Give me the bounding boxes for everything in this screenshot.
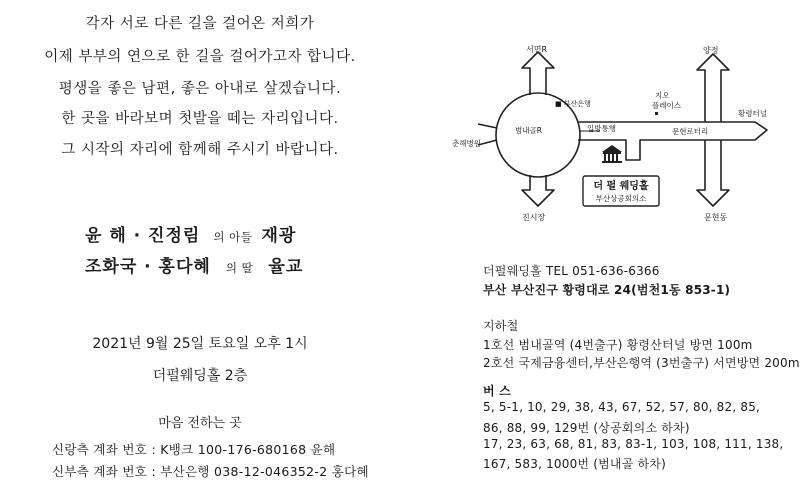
subway-line-2: 2호선 국제금융센터,부산은행역 (3번출구) 서면방면 200m [483, 356, 800, 370]
location-map [400, 0, 800, 250]
bride-name: 율교 [268, 257, 304, 277]
venue-address: 부산 부산진구 황령대로 24(범천1동 853-1) [483, 283, 731, 297]
subway-title: 지하철 [483, 319, 519, 333]
jinsijang-label: 진시장 [522, 213, 546, 222]
greeting-line-3: 평생을 좋은 남편, 좋은 아내로 살겠습니다. [58, 81, 342, 97]
bride-relation: 의 딸 [225, 261, 254, 275]
bus-line-3: 17, 23, 63, 68, 81, 83, 83-1, 103, 108, 111, 138, [483, 437, 784, 451]
munhyeon-rotary-label: 문현로터리 [672, 127, 709, 136]
event-venue: 더펄웨딩홀 2층 [152, 368, 248, 384]
groom-family [85, 221, 296, 246]
greeting-line-4: 한 곳을 바라보며 첫발을 떼는 자리입니다. [61, 111, 339, 127]
accounts-heading: 마음 전하는 곳 [158, 416, 242, 431]
groom-relation: 의 아들 [213, 230, 253, 244]
bus-line-2: 86, 88, 99, 129번 (상공회의소 하차) [483, 421, 690, 435]
greeting-line-5: 그 시작의 자리에 함께해 주시기 바랍니다. [61, 142, 339, 158]
bus-title: 버 스 [483, 384, 511, 398]
one-way-label: 일방통행 [587, 124, 616, 133]
groom-account: 신랑측 계좌 번호 : K뱅크 100-176-680168 윤해 [52, 442, 336, 457]
jio-label: 지오 [655, 91, 670, 100]
yangjeong-label: 양정 [703, 46, 719, 55]
venue-sub-label: 부산상공회의소 [595, 194, 647, 203]
greeting-line-2: 이제 부부의 연으로 한 길을 걸어가고자 합니다. [44, 49, 356, 65]
seomyeon-label: 서면R [526, 45, 548, 54]
bride-account: 신부측 계좌 번호 : 부산은행 038-12-046352-2 홍다혜 [52, 464, 369, 479]
groom-name: 재광 [261, 226, 297, 246]
road-north-west [522, 52, 554, 95]
bride-parents: 조화국 · 홍다혜 [85, 257, 211, 277]
bride-family [85, 252, 303, 277]
road-south-east [697, 140, 729, 206]
beomnaegol-label: 범내골R [515, 126, 542, 135]
munhyeon-dong-label: 문현동 [704, 213, 728, 222]
bus-line-4: 167, 583, 1000번 (범내골 하차) [483, 457, 666, 471]
subway-line-1: 1호선 범내골역 (4번출구) 황령산터널 방면 100m [483, 338, 753, 352]
chunhae-hospital-label: 춘해병원 [452, 139, 481, 148]
groom-parents: 윤 해 · 진정림 [85, 226, 201, 246]
hwangryeong-tunnel-label: 황령터널 [738, 109, 767, 118]
road-south-west [522, 175, 554, 206]
venue-contact: 더펄웨딩홀 TEL 051-636-6366 [483, 264, 660, 278]
bus-line-1: 5, 5-1, 10, 29, 38, 43, 67, 52, 57, 80, 82, 85, [483, 400, 761, 414]
event-datetime: 2021년 9월 25일 토요일 오후 1시 [92, 336, 308, 352]
greeting-line-1: 각자 서로 다른 길을 걸어온 저희가 [85, 16, 315, 32]
palace-marker-icon [655, 112, 658, 115]
venue-building-icon [602, 145, 622, 163]
road-north-east [697, 54, 729, 122]
busan-bank-label: ■ 부산은행 [555, 100, 591, 108]
palace-label: 플레이스 [652, 101, 681, 110]
venue-name-label: 더 펄 웨딩홀 [593, 181, 649, 192]
